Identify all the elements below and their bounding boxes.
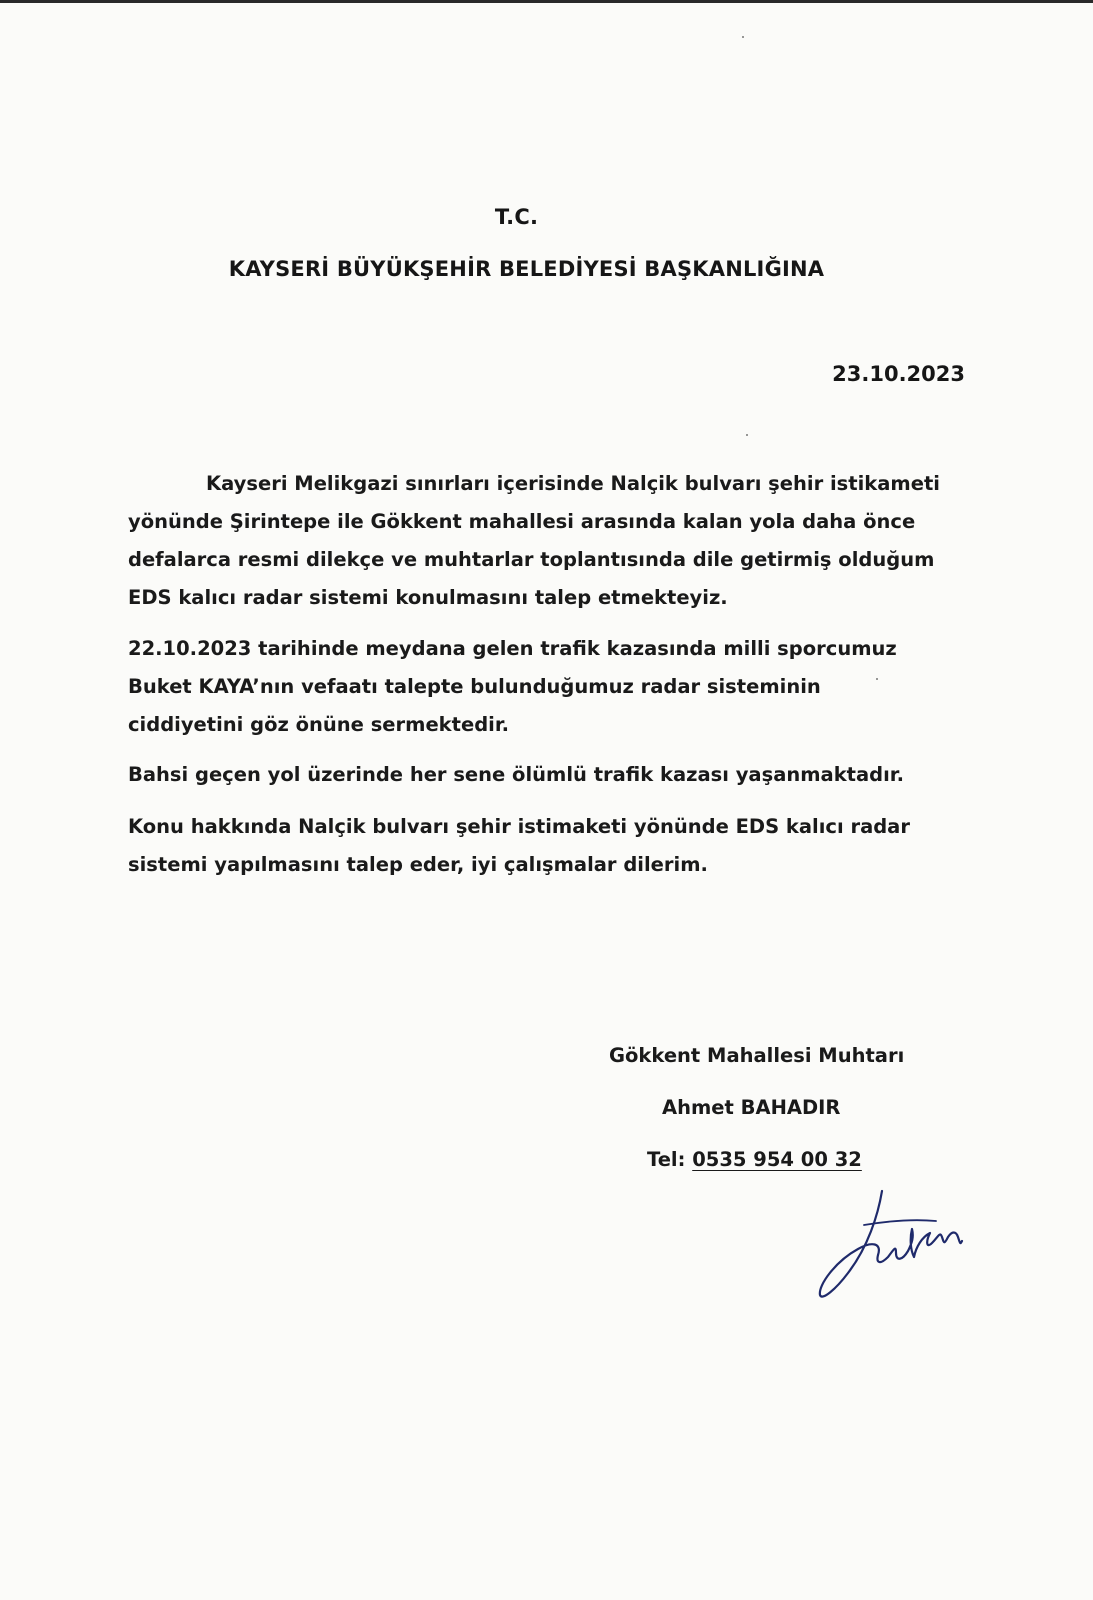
paragraph-line: Buket KAYA’nın vefaatı talepte bulunduğumuz radar sisteminin (128, 675, 821, 698)
header-recipient: KAYSERİ BÜYÜKŞEHİR BELEDİYESİ BAŞKANLIĞINA (228, 257, 825, 281)
paragraph-line: yönünde Şirintepe ile Gökkent mahallesi arasında kalan yola daha önce (128, 510, 916, 533)
phone-label: Tel: (647, 1148, 693, 1171)
paragraph-line: sistemi yapılmasını talep eder, iyi çalışmalar dilerim. (128, 853, 708, 876)
paragraph-1 (128, 465, 968, 617)
paragraph-line: defalarca resmi dilekçe ve muhtarlar toplantısında dile getirmiş olduğum (128, 548, 935, 571)
paragraph-line: Konu hakkında Nalçik bulvarı şehir istimaketi yönünde EDS kalıcı radar (128, 815, 910, 838)
signatory-name: Ahmet BAHADIR (662, 1096, 841, 1119)
paragraph-line: Bahsi geçen yol üzerinde her sene ölümlü trafik kazası yaşanmaktadır. (128, 763, 905, 786)
paragraph-line: 22.10.2023 tarihinde meydana gelen trafik kazasında milli sporcumuz (128, 637, 897, 660)
paragraph-line: ciddiyetini göz önüne sermektedir. (128, 713, 510, 736)
signatory-phone (647, 1148, 862, 1171)
letter-date: 23.10.2023 (832, 362, 965, 386)
paragraph-line: Kayseri Melikgazi sınırları içerisinde Nalçik bulvarı şehir istikameti (206, 472, 940, 495)
paragraph-2 (128, 630, 968, 744)
scan-speck (742, 36, 744, 38)
phone-number: 0535 954 00 32 (692, 1148, 862, 1171)
signatory-title: Gökkent Mahallesi Muhtarı (609, 1044, 905, 1067)
paragraph-4 (128, 808, 968, 884)
signature-stroke (820, 1191, 962, 1297)
header-tc: T.C. (494, 205, 539, 229)
scan-top-edge (0, 0, 1093, 3)
paragraph-line: EDS kalıcı radar sistemi konulmasını talep etmekteyiz. (128, 586, 728, 609)
handwritten-signature (818, 1185, 978, 1310)
paragraph-3 (128, 756, 968, 794)
scan-speck (746, 434, 748, 436)
